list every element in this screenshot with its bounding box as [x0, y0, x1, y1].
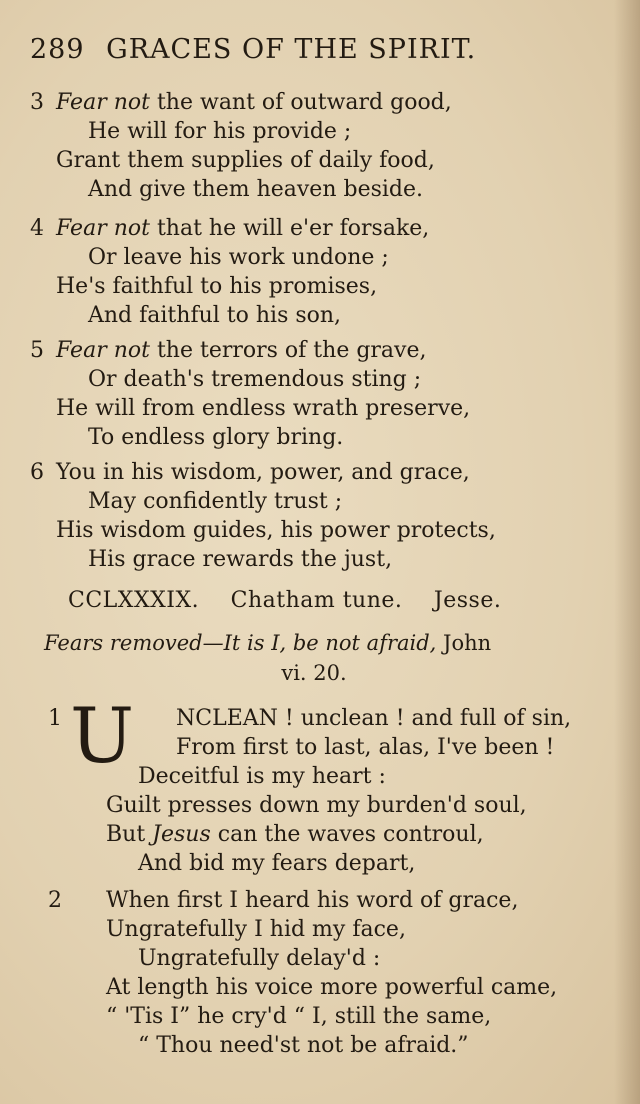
- line-text: can the waves controul,: [210, 822, 484, 847]
- stanza-line: Or death's tremendous sting ;: [88, 367, 422, 392]
- hymn-tune: Chatham tune.: [230, 588, 403, 613]
- stanza-line: Ungratefully delay'd :: [138, 946, 381, 971]
- scripture-chapter: vi. 20.: [281, 661, 347, 685]
- stanza-line: May confidently trust ;: [88, 489, 343, 514]
- stanza-line: And give them heaven beside.: [88, 177, 424, 202]
- stanza-number: 6: [30, 460, 44, 485]
- stanza-line: Grant them supplies of daily food,: [56, 148, 435, 173]
- verse-1: [30, 704, 590, 878]
- stanza-line: He's faithful to his promises,: [56, 274, 378, 299]
- stanza-4: [30, 214, 590, 330]
- stanza-line: “ Thou need'st not be afraid.”: [138, 1033, 469, 1058]
- line-text: the want of outward good,: [149, 90, 452, 115]
- stanza-line: [30, 458, 590, 487]
- stanza-line: Deceitful is my heart :: [138, 764, 386, 789]
- hymn-title: [68, 588, 568, 613]
- stanza-line: [30, 214, 590, 243]
- scripture-book: John: [443, 631, 492, 655]
- stanza-line: His wisdom guides, his power protects,: [56, 518, 496, 543]
- stanza-line: Or leave his work undone ;: [88, 245, 389, 270]
- running-title: GRACES OF THE SPIRIT.: [106, 34, 477, 65]
- emphasis-text: Fear not: [56, 338, 150, 363]
- stanza-line: To endless glory bring.: [88, 425, 344, 450]
- stanza-line: [30, 88, 590, 117]
- stanza-line: He will from endless wrath preserve,: [56, 396, 471, 421]
- stanza-line: And faithful to his son,: [88, 303, 342, 328]
- stanza-line: And bid my fears depart,: [138, 851, 416, 876]
- emphasis-text: Fear not: [56, 216, 150, 241]
- line-text: You in his wisdom, power, and grace,: [56, 460, 470, 485]
- line-text: But: [106, 822, 153, 847]
- stanza-number: 5: [30, 338, 44, 363]
- verse-2: [30, 886, 590, 1060]
- stanza-line: From first to last, alas, I've been !: [176, 735, 555, 760]
- stanza-line: [30, 886, 590, 915]
- stanza-line: [30, 336, 590, 365]
- page-edge-shadow: [614, 0, 640, 1104]
- stanza-6: [30, 458, 590, 574]
- stanza-number: 1: [48, 706, 62, 731]
- hymn-author: Jesse.: [433, 588, 502, 613]
- line-text: that he will e'er forsake,: [149, 216, 430, 241]
- stanza-line: “ 'Tis I” he cry'd “ I, still the same,: [106, 1004, 492, 1029]
- line-text: When first I heard his word of grace,: [106, 888, 519, 913]
- stanza-3: [30, 88, 590, 204]
- stanza-5: [30, 336, 590, 452]
- stanza-line: At length his voice more powerful came,: [106, 975, 558, 1000]
- stanza-line: Guilt presses down my burden'd soul,: [106, 793, 527, 818]
- stanza-line: He will for his provide ;: [88, 119, 352, 144]
- stanza-line: [30, 704, 590, 733]
- page-number: 289: [30, 34, 85, 65]
- emphasis-text: Fear not: [56, 90, 150, 115]
- line-text: NCLEAN ! unclean ! and full of sin,: [176, 706, 572, 731]
- stanza-line: His grace rewards the just,: [88, 547, 393, 572]
- hymn-number: CCLXXXIX.: [68, 588, 200, 613]
- page-header: [30, 34, 480, 70]
- subtitle-text: Fears removed—It is I, be not afraid,: [44, 631, 437, 655]
- line-text: the terrors of the grave,: [149, 338, 427, 363]
- stanza-line: [30, 820, 590, 849]
- hymn-subtitle: [44, 628, 584, 688]
- stanza-line: Ungratefully I hid my face,: [106, 917, 406, 942]
- drop-cap: U: [70, 691, 135, 780]
- stanza-number: 4: [30, 216, 44, 241]
- stanza-number: 3: [30, 90, 44, 115]
- stanza-number: 2: [48, 888, 62, 913]
- emphasis-text: Jesus: [152, 822, 211, 847]
